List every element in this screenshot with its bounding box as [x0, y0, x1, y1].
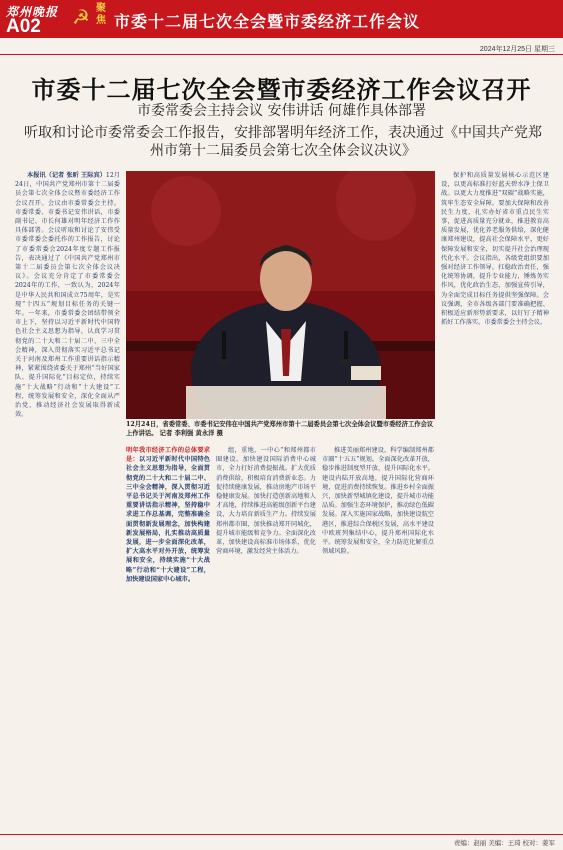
footer-credits: 责编：赵丽 美编：王琦 校对：姜军	[453, 840, 555, 847]
header-divider	[0, 54, 563, 55]
editorial-text: 以习近平新时代中国特色社会主义思想为指导，全面贯彻党的二十大和二十届二中、三中全会精神，深入贯彻习近平总书记关于河南及郑州工作重要讲话指示精神，坚持稳中求进工作总基调，完整准确全面贯彻新发展理念，加快构建新发展格局，扎实推动高质量发展，进一步全面深化改革，扩大高水平对外开放，统筹发展和安全，持续实施“十大战略”行动和“十大建设”工程，加快建设国家中心城市。	[126, 456, 210, 583]
page-number: A02	[6, 16, 41, 37]
masthead-banner	[0, 0, 563, 38]
photo-caption: 12月24日，省委常委、市委书记安伟在中国共产党郑州市第十二届委员会第七次全体会议暨市委经济工作会议上作讲话。 记者 李利强 黄永洋 摄	[126, 421, 434, 437]
article-column-2	[216, 446, 316, 831]
editorial-label: 明年我市经济工作的总体要求是：	[126, 447, 210, 464]
footer-divider	[0, 834, 563, 835]
article-column-4	[441, 171, 549, 831]
column-1-text: 12月24日，中国共产党郑州市第十二届委员会第七次全体会议暨市委经济工作会议召开。会议由市委常委会主持。市委常委、市委书记安伟讲话，市委副书记、市长何雄对明年经济工作作具体部署。会议听取和讨论了安伟受市委常委会委托作的工作报告，讨论了市委常委会2024年度专题工作报告，表决通过了《中国共产党郑州市第十二届委员会第七次全体会议决议》。会议充分肯定了市委常委会2024年的工作，一致认为，2024年是中华人民共和国成立75周年，是实现“十四五”规划目标任务的关键一年。一年来，市委常委会团结带领全市上下，坚持以习近平新时代中国特色社会主义思想为指导，认真学习贯彻党的二十大和二十届二中、三中全会精神，深入贯彻落实习近平总书记关于河南及郑州工作重要讲话指示精神，紧紧围绕省委关于郑州“当好国家队、提升国际化”目标定位，持续实施“十大战略”行动和“十大建设”工程，统筹发展和安全，深化全面从严治党，推动经济社会发展取得新成效。	[15, 172, 120, 419]
subhead: 市委常委会主持会议 安伟讲话 何雄作具体部署	[137, 103, 426, 119]
column-2-text: 组，重地，一中心“和郑州都市圈建设。加快建设国际消费中心城市，全力打好消费提振战。扩大优质消费供给，积极培育消费新业态。力促持续健康发展，推动房地产市场平稳健康发展。加快打造创新高地和人才高地，持续推进高能级创新平台建设，大力培育新质生产力。持续发展郑州都市圈，加快推动郑开同城化，提升城市能级和竞争力。全面深化改革，加快建设高标准市场体系，优化营商环境，激发经营主体活力。	[216, 447, 316, 556]
headline: 市委十二届七次全会暨市委经济工作会议召开	[31, 75, 532, 104]
section-tag: 聚焦	[96, 3, 106, 26]
speaker-photo-illustration	[126, 171, 435, 419]
editorial-summary	[126, 446, 210, 831]
article-column-1	[15, 171, 120, 831]
column-4-text: 保护和高质量发展核心示范区建设，以更高标准打好蓝天碧水净土保卫战。以更大力度推进“双碳”战略实施，筑牢生态安全屏障。要加大保障和改善民生力度，扎实办好省市重点民生实事，促进高质量充分就业，推进教育高质量发展，优化养老服务供给，深化健康郑州建设，提高社会保障水平，更好保障发展和安全，切实提升社会治理现代化水平。会议指出，各级党组织要加强对经济工作领导，扛稳政治责任，强化统筹协调，提升专业能力，锤炼务实作风，优化政治生态，加强宣传引导，为全面完成目标任务提供坚强保障。会议强调，全市各级各部门要准确把握、积极适应新形势新要求，以钉钉子精神抓好工作落实。市委常委会主持会议。	[441, 172, 549, 327]
party-emblem-icon: ☭	[72, 5, 90, 29]
byline: 本报讯（记者 张昕 王际宾）	[27, 172, 106, 179]
column-3-text: 推进美丽郑州建设，科学编制郑州都市圈“十五五”规划。全面深化改革开放，稳步推进制度型开放，提升国际化水平。建设内陆开放高地，提升国际化营商环境，促进消费持续恢复。推进乡村全面振兴，加快新型城镇化建设，提升城市功能品质。加强生态环境保护，推动绿色低碳发展。深入实施国家战略，加快建设航空港区，推进综合保税区发展，高水平建设中欧班列集结中心，提升郑州国际化水平。统筹发展和安全，全力防范化解重点领域风险。	[322, 447, 434, 556]
paper-logo: 郑州晚报	[6, 5, 59, 19]
dateline: 2024年12月25日 星期三	[479, 46, 555, 53]
news-photo	[126, 171, 435, 419]
banner-title: 市委十二届七次全会暨市委经济工作会议	[114, 12, 421, 31]
lead-paragraph: 听取和讨论市委常委会工作报告，安排部署明年经济工作，表决通过《中国共产党郑州市第十二届委员会第七次全体会议决议》	[24, 125, 542, 159]
article-column-3	[322, 446, 434, 831]
